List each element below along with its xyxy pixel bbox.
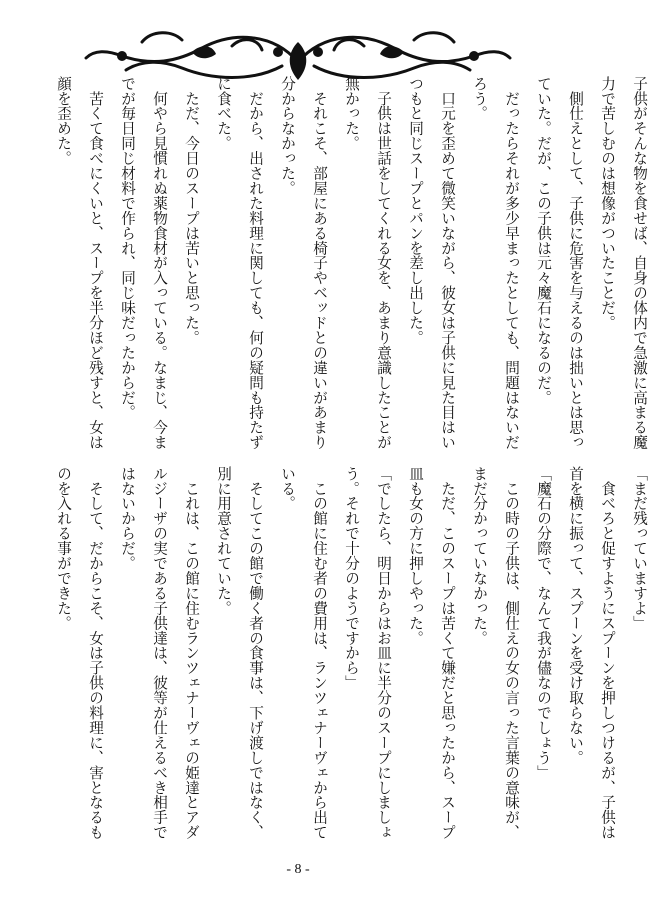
- text-column: この時の子供は、側仕えの女の言った言葉の意味が、: [503, 466, 520, 840]
- text-column: はないからだ。: [119, 466, 136, 571]
- text-column: だから、出された料理に関しても、何の疑問も持たず: [247, 76, 264, 450]
- text-column: 「まだ残っていますよ」: [631, 466, 648, 631]
- text-column: う。それで十分のようですから」: [343, 466, 360, 691]
- text-column: 子供がそんな物を食せば、自身の体内で急激に高まる魔: [631, 76, 648, 450]
- text-column: 子供は世話をしてくれる女を、あまり意識したことが: [375, 76, 392, 450]
- text-column: それこそ、部屋にある椅子やベッドとの違いがあまり: [311, 76, 328, 450]
- page-number: - 8 -: [286, 862, 310, 877]
- lower-text-block: [38, 466, 648, 840]
- text-column: 皿も女の方に押しやった。: [407, 466, 424, 646]
- text-column: これは、この館に住むランツェナーヴェの姫達とアダ: [183, 466, 200, 840]
- text-column: 分からなかった。: [279, 76, 296, 196]
- text-column: いる。: [279, 466, 296, 511]
- text-column: だったらそれが多少早まったとしても、問題はないだ: [503, 76, 520, 450]
- text-column: 苦くて食べにくいと、スープを半分ほど残すと、女は: [87, 76, 104, 450]
- text-column: 無かった。: [343, 76, 360, 151]
- text-column: 食べろと促すようにスプーンを押しつけるが、子供は: [599, 466, 616, 840]
- text-column: ろう。: [471, 76, 488, 121]
- text-column: 何やら見慣れぬ薬物食材が入っている。なまじ、今ま: [151, 76, 168, 450]
- text-column: 口元を歪めて微笑いながら、彼女は子供に見た目はい: [439, 76, 456, 450]
- text-column: ていた。だが、この子供は元々魔石になるのだ。: [535, 76, 552, 405]
- text-column: つもと同じスープとパンを差し出した。: [407, 76, 424, 346]
- text-column: ただ、このスープは苦くて嫌だと思ったから、スープ: [439, 466, 456, 840]
- text-column: まだ分かっていなかった。: [471, 466, 488, 646]
- text-column: 顔を歪めた。: [55, 76, 72, 166]
- text-column: 「でしたら、明日からはお皿に半分のスープにしましょ: [375, 466, 392, 840]
- text-column: でが毎日同じ材料で作られ、同じ味だったからだ。: [119, 76, 136, 420]
- text-column: 首を横に振って、スプーンを受け取らない。: [567, 466, 584, 765]
- upper-text-block: [38, 76, 648, 450]
- text-column: ただ、今日のスープは苦いと思った。: [183, 76, 200, 346]
- text-column: 側仕えとして、子供に危害を与えるのは拙いとは思っ: [567, 76, 584, 450]
- text-column: 別に用意されていた。: [215, 466, 232, 616]
- text-column: に食べた。: [215, 76, 232, 151]
- text-column: 「魔石の分際で、なんて我が儘なのでしょう」: [535, 466, 552, 780]
- text-column: のを入れる事ができた。: [55, 466, 72, 631]
- text-column: この館に住む者の費用は、ランツェナーヴェから出て: [311, 466, 328, 840]
- text-column: そして、だからこそ、女は子供の料理に、害となるも: [87, 466, 104, 840]
- text-column: 力で苦しむのは想像がついたことだ。: [599, 76, 616, 331]
- text-column: ルジーザの実である子供達は、彼等が仕えるべき相手で: [151, 466, 168, 840]
- text-column: そしてこの館で働く者の食事は、下げ渡しではなく、: [247, 466, 264, 840]
